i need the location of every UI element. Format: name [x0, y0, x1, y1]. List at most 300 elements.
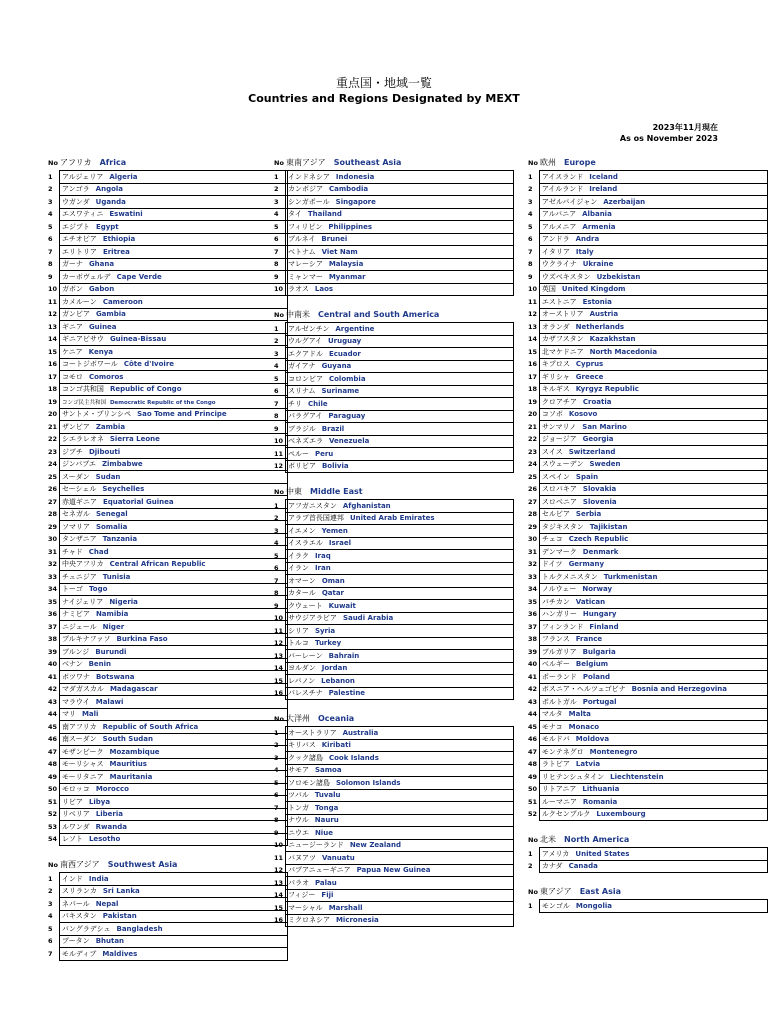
country-name-jp: ハンガリー: [541, 610, 577, 619]
country-name-jp: ツバル: [287, 791, 309, 800]
country-name-jp: カーボヴェルデ: [61, 272, 111, 281]
row-number: 37: [528, 622, 538, 631]
country-name-en: Myanmar: [328, 272, 366, 281]
country-name-en: United States: [575, 849, 630, 858]
region-name-jp: 東アジア: [540, 887, 572, 896]
country-name-en: Laos: [314, 285, 334, 294]
country-cell: [59, 898, 287, 911]
country-name-jp: ブルキナファソ: [61, 635, 111, 644]
table-row: [274, 864, 514, 877]
country-name-en: Kuwait: [328, 601, 356, 610]
country-name-jp: ジブチ: [61, 447, 83, 456]
country-cell: [539, 283, 767, 296]
country-cell: [59, 546, 287, 559]
country-name-en: Togo: [88, 585, 108, 594]
table-row: [274, 877, 514, 890]
country-name-en: Eswatini: [109, 210, 143, 219]
country-name-en: Israel: [328, 539, 351, 548]
table-row: [274, 410, 514, 423]
table-row: [274, 637, 514, 650]
row-number: 47: [528, 747, 538, 756]
country-name-en: Malaysia: [328, 260, 364, 269]
country-name-en: Argentine: [335, 324, 375, 333]
country-cell: [539, 508, 767, 521]
country-cell: [285, 373, 513, 386]
row-number: 49: [528, 772, 538, 781]
country-name-en: Ecuador: [328, 349, 361, 358]
table-row: [274, 839, 514, 852]
row-number: 8: [48, 260, 53, 269]
country-name-en: Norway: [582, 585, 613, 594]
country-name-en: Azerbaijan: [603, 197, 646, 206]
country-cell: [59, 808, 287, 821]
row-number: 23: [528, 447, 538, 456]
country-name-jp: ブラジル: [287, 424, 316, 433]
table-row: [48, 796, 288, 809]
country-cell: [59, 671, 287, 684]
country-name-jp: スイス: [541, 447, 563, 456]
country-name-jp: レバノン: [287, 676, 316, 685]
country-name-jp: イラン: [287, 564, 309, 573]
table-row: [528, 708, 768, 721]
country-cell: [539, 671, 767, 684]
country-name-en: Jordan: [321, 664, 348, 673]
country-name-jp: オーストラリア: [287, 728, 337, 737]
country-name-jp: ブータン: [61, 937, 90, 946]
table-row: [528, 246, 768, 259]
country-cell: [539, 446, 767, 459]
row-number: 33: [528, 572, 538, 581]
table-row: [48, 596, 288, 609]
country-name-en: Palau: [314, 878, 337, 887]
country-name-jp: ジンバブエ: [61, 460, 96, 469]
row-number: 27: [528, 497, 538, 506]
table-row: [48, 708, 288, 721]
country-cell: [539, 183, 767, 196]
no-label: No: [48, 861, 58, 869]
table-row: [274, 814, 514, 827]
row-number: 35: [528, 597, 538, 606]
row-number: 5: [48, 222, 53, 231]
row-number: 19: [48, 397, 58, 406]
region-section: [48, 157, 288, 846]
row-number: 9: [274, 601, 279, 610]
country-name-en: France: [575, 635, 603, 644]
country-name-en: Indonesia: [335, 172, 375, 181]
row-number: 12: [274, 639, 284, 648]
row-number: 15: [274, 903, 284, 912]
country-name-en: Marshall: [328, 903, 363, 912]
table-row: [528, 221, 768, 234]
table-row: [528, 358, 768, 371]
country-name-en: Suriname: [321, 387, 360, 396]
table-row: [528, 771, 768, 784]
country-cell: [285, 852, 513, 865]
country-cell: [285, 208, 513, 221]
table-row: [274, 525, 514, 538]
row-number: 47: [48, 747, 58, 756]
row-number: 50: [48, 785, 58, 794]
country-name-en: Liechtenstein: [610, 772, 664, 781]
table-row: [528, 808, 768, 821]
country-name-jp: フィリピン: [287, 222, 323, 231]
country-cell: [59, 733, 287, 746]
country-name-jp: ベナン: [61, 660, 83, 669]
country-cell: [285, 246, 513, 259]
country-name-en: Lebanon: [321, 676, 355, 685]
country-cell: [285, 902, 513, 915]
country-name-jp: サントメ・プリンシペ: [61, 410, 132, 419]
country-name-en: Algeria: [109, 172, 138, 181]
country-name-jp: スロベニア: [541, 497, 577, 506]
country-name-en: Cambodia: [328, 185, 369, 194]
region-header: [528, 886, 768, 899]
row-number: 28: [48, 510, 58, 519]
row-number: 26: [528, 485, 538, 494]
country-name-jp: リベリア: [61, 810, 90, 819]
country-name-en: Bahrain: [328, 651, 360, 660]
row-number: 38: [48, 635, 58, 644]
table-row: [528, 721, 768, 734]
country-cell: [59, 608, 287, 621]
row-number: 30: [528, 535, 538, 544]
country-name-en: Sierra Leone: [109, 435, 160, 444]
country-name-en: Pakistan: [102, 912, 137, 921]
row-number: 48: [48, 760, 58, 769]
country-cell: [285, 233, 513, 246]
region-name-en: Africa: [99, 158, 127, 167]
table-row: [274, 448, 514, 461]
country-name-jp: モルドバ: [541, 735, 570, 744]
country-name-jp: ウズベキスタン: [541, 272, 591, 281]
country-name-jp: カナダ: [541, 862, 563, 871]
country-cell: [285, 864, 513, 877]
table-row: [528, 583, 768, 596]
row-number: 12: [528, 310, 538, 319]
table-row: [528, 458, 768, 471]
country-cell: [59, 296, 287, 309]
country-name-en: Côte d'Ivoire: [123, 360, 175, 369]
country-name-jp: リヒテンシュタイン: [541, 772, 605, 781]
country-cell: [539, 558, 767, 571]
country-cell: [285, 448, 513, 461]
table-row: [48, 183, 288, 196]
region-name-jp: 中東: [286, 487, 302, 496]
row-number: 31: [48, 547, 58, 556]
country-cell: [59, 696, 287, 709]
country-name-jp: エリトリア: [61, 247, 97, 256]
row-number: 5: [528, 222, 533, 231]
table-row: [48, 671, 288, 684]
country-name-en: Philippines: [328, 222, 373, 231]
country-name-en: Yemen: [321, 526, 348, 535]
table-row: [528, 758, 768, 771]
row-number: 2: [274, 185, 279, 194]
country-name-jp: ニュージーランド: [287, 841, 344, 850]
table-row: [48, 658, 288, 671]
country-name-jp: ウガンダ: [61, 197, 90, 206]
region-section: [528, 157, 768, 821]
country-name-jp: キリバス: [287, 741, 316, 750]
row-number: 5: [274, 374, 279, 383]
country-cell: [539, 496, 767, 509]
row-number: 2: [274, 514, 279, 523]
country-name-jp: アラブ首長国連邦: [287, 514, 344, 523]
country-name-en: Kyrgyz Republic: [575, 385, 639, 394]
country-name-en: Republic of Congo: [109, 385, 182, 394]
table-row: [274, 246, 514, 259]
country-name-en: Luxembourg: [596, 810, 646, 819]
row-number: 37: [48, 622, 58, 631]
row-number: 10: [274, 614, 284, 623]
row-number: 16: [274, 916, 284, 925]
row-number: 1: [274, 728, 279, 737]
row-number: 49: [48, 772, 58, 781]
table-row: [274, 764, 514, 777]
table-row: [274, 650, 514, 663]
row-number: 7: [274, 247, 279, 256]
country-name-jp: バチカン: [541, 597, 570, 606]
row-number: 14: [528, 335, 538, 344]
country-name-en: Moldova: [575, 735, 610, 744]
region-section: [48, 859, 288, 961]
row-number: 29: [48, 522, 58, 531]
country-name-jp: コモロ: [61, 372, 83, 381]
country-name-jp: クック諸島: [287, 753, 323, 762]
table-row: [48, 333, 288, 346]
country-name-en: Turkmenistan: [603, 572, 658, 581]
table-row: [528, 558, 768, 571]
country-name-jp: スロバキア: [541, 485, 577, 494]
row-number: 5: [274, 778, 279, 787]
row-number: 11: [528, 297, 538, 306]
country-cell: [59, 258, 287, 271]
row-number: 1: [528, 849, 533, 858]
row-number: 8: [274, 260, 279, 269]
country-cell: [539, 371, 767, 384]
country-name-en: Liberia: [95, 810, 124, 819]
country-name-jp: ラトビア: [541, 760, 570, 769]
country-name-en: Spain: [575, 472, 599, 481]
row-number: 2: [48, 185, 53, 194]
no-label: No: [528, 836, 538, 844]
table-row: [48, 646, 288, 659]
country-name-jp: エチオピア: [61, 235, 97, 244]
table-row: [528, 408, 768, 421]
row-number: 50: [528, 785, 538, 794]
country-name-jp: パプアニューギニア: [287, 866, 351, 875]
country-cell: [59, 833, 287, 846]
country-cell: [59, 721, 287, 734]
table-row: [48, 283, 288, 296]
country-name-en: Venezuela: [328, 437, 370, 446]
row-number: 6: [274, 791, 279, 800]
row-number: 1: [528, 172, 533, 181]
table-row: [48, 833, 288, 846]
country-cell: [539, 771, 767, 784]
country-name-jp: スリランカ: [61, 887, 97, 896]
row-number: 8: [274, 816, 279, 825]
country-name-jp: ニジェール: [61, 622, 97, 631]
country-name-en: Tajikistan: [589, 522, 628, 531]
country-name-en: Nauru: [314, 816, 339, 825]
table-row: [274, 360, 514, 373]
row-number: 5: [274, 222, 279, 231]
country-name-jp: マリ: [61, 710, 76, 719]
row-number: 11: [274, 449, 284, 458]
country-cell: [59, 271, 287, 284]
country-cell: [285, 360, 513, 373]
country-cell: [59, 408, 287, 421]
country-cell: [539, 721, 767, 734]
country-name-jp: アルゼンチン: [287, 324, 330, 333]
country-name-en: Senegal: [95, 510, 128, 519]
table-row: [48, 321, 288, 334]
country-name-jp: チャド: [61, 547, 83, 556]
row-number: 35: [48, 597, 58, 606]
country-cell: [59, 358, 287, 371]
row-number: 2: [528, 862, 533, 871]
table-row: [274, 512, 514, 525]
country-name-en: Guinea: [88, 322, 117, 331]
column-1: [48, 157, 288, 974]
table-row: [274, 675, 514, 688]
table-row: [528, 571, 768, 584]
table-row: [528, 471, 768, 484]
table-row: [48, 571, 288, 584]
row-number: 6: [274, 235, 279, 244]
country-cell: [539, 208, 767, 221]
row-number: 4: [528, 210, 533, 219]
table-row: [528, 783, 768, 796]
country-name-en: Ethiopia: [102, 235, 136, 244]
country-name-jp: リビア: [61, 797, 83, 806]
country-cell: [539, 171, 767, 184]
country-cell: [59, 471, 287, 484]
row-number: 3: [274, 526, 279, 535]
country-cell: [59, 683, 287, 696]
country-table: [48, 872, 288, 961]
row-number: 43: [528, 697, 538, 706]
country-name-jp: ミクロネシア: [287, 916, 330, 925]
table-row: [274, 914, 514, 927]
country-name-jp: レソト: [61, 835, 83, 844]
country-cell: [539, 246, 767, 259]
country-name-en: Ghana: [88, 260, 115, 269]
country-name-jp: フランス: [541, 635, 570, 644]
country-cell: [539, 471, 767, 484]
row-number: 9: [528, 272, 533, 281]
row-number: 14: [274, 664, 284, 673]
row-number: 40: [48, 660, 58, 669]
row-number: 13: [528, 322, 538, 331]
country-cell: [285, 802, 513, 815]
country-name-jp: シリア: [287, 626, 309, 635]
region-name-jp: 南西アジア: [60, 860, 100, 869]
country-name-jp: アイルランド: [541, 185, 584, 194]
country-name-jp: ペルー: [287, 449, 309, 458]
table-row: [274, 625, 514, 638]
table-row: [48, 821, 288, 834]
row-number: 8: [528, 260, 533, 269]
row-number: 12: [274, 462, 284, 471]
country-name-jp: オランダ: [541, 322, 570, 331]
country-cell: [285, 814, 513, 827]
country-name-jp: ポーランド: [541, 672, 577, 681]
country-name-en: Germany: [568, 560, 605, 569]
country-name-jp: エスワティニ: [61, 210, 104, 219]
country-name-jp: ブルネイ: [287, 235, 316, 244]
row-number: 17: [528, 372, 538, 381]
country-cell: [59, 221, 287, 234]
country-name-jp: 北マケドニア: [541, 347, 584, 356]
country-name-en: Central African Republic: [109, 560, 206, 569]
country-cell: [285, 739, 513, 752]
table-row: [274, 550, 514, 563]
table-row: [528, 296, 768, 309]
country-cell: [59, 246, 287, 259]
country-name-jp: チェコ: [541, 535, 563, 544]
country-name-jp: エクアドル: [287, 349, 323, 358]
country-cell: [539, 433, 767, 446]
country-cell: [285, 777, 513, 790]
table-row: [48, 746, 288, 759]
country-name-jp: コロンビア: [287, 374, 323, 383]
country-cell: [59, 910, 287, 923]
row-number: 6: [528, 235, 533, 244]
country-name-en: Benin: [88, 660, 112, 669]
country-name-jp: カメルーン: [61, 297, 97, 306]
table-row: [48, 696, 288, 709]
country-table: [274, 499, 514, 700]
table-row: [274, 562, 514, 575]
country-name-jp: トーゴ: [61, 585, 83, 594]
table-row: [48, 621, 288, 634]
country-name-jp: ラオス: [287, 285, 309, 294]
country-name-jp: ソマリア: [61, 522, 90, 531]
row-number: 12: [274, 866, 284, 875]
country-cell: [539, 333, 767, 346]
row-number: 1: [274, 501, 279, 510]
column-3: [528, 157, 768, 926]
row-number: 7: [48, 247, 53, 256]
country-cell: [285, 183, 513, 196]
country-table: [528, 847, 768, 873]
region-name-en: Southeast Asia: [333, 158, 402, 167]
country-name-en: Slovenia: [582, 497, 617, 506]
row-number: 30: [48, 535, 58, 544]
country-name-en: Zimbabwe: [101, 460, 143, 469]
table-row: [48, 533, 288, 546]
region-name-en: East Asia: [579, 887, 622, 896]
row-number: 6: [274, 387, 279, 396]
country-name-jp: スウェーデン: [541, 460, 584, 469]
country-cell: [59, 583, 287, 596]
country-cell: [59, 885, 287, 898]
table-row: [48, 496, 288, 509]
region-section: [274, 486, 514, 700]
table-row: [48, 783, 288, 796]
row-number: 27: [48, 497, 58, 506]
country-name-en: Libya: [88, 797, 111, 806]
country-name-jp: タジキスタン: [541, 522, 584, 531]
country-cell: [285, 839, 513, 852]
table-row: [528, 646, 768, 659]
country-cell: [285, 889, 513, 902]
country-cell: [59, 783, 287, 796]
table-row: [528, 371, 768, 384]
country-name-jp: クロアチア: [541, 397, 577, 406]
